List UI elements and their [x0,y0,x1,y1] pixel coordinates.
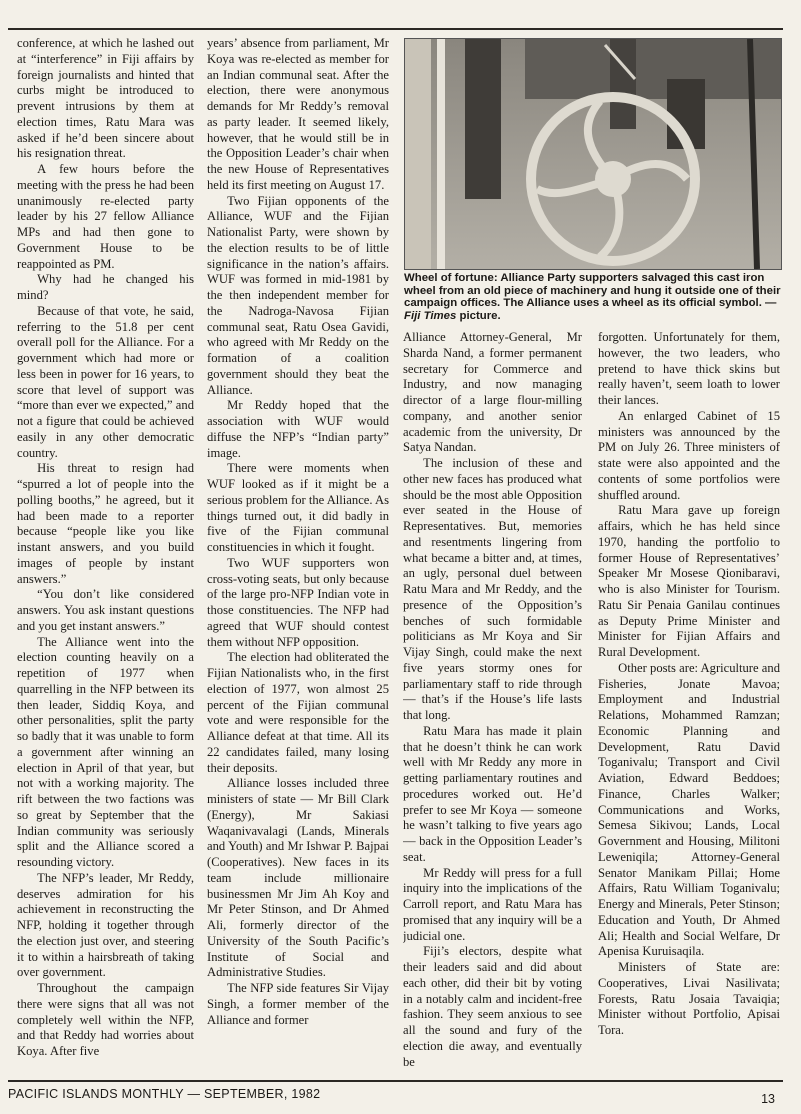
paragraph: The NFP’s leader, Mr Reddy, deserves admiration for his achievement in reconstructing the NFP, holding it together through the election just over, and steering it to within a hairsbreath of taking over government. [17,870,194,980]
paragraph: The inclusion of these and other new faces has produced what should be the most able Opposition ever seated in the House of Representatives. But, memories and resentments lingering from what became a bitter and, at times, an ugly, personal duel between Ratu Mara and Mr Reddy, and the presence of the Opposition’s benches of such formidable politicians as Mr Koya and Sir Vijay Singh, could make the next five years stormy ones for parliamentary staff to ride through — that’s if the House’s life lasts that long. [403,456,582,722]
wheel-photo-image [405,39,781,269]
paragraph: Fiji’s electors, despite what their leaders said and did about each other, did their bit by voting in a notably calm and incident-free fashion. They seem anxious to see all the sound and fury of the election die away, and eventually be [403,944,582,1069]
paragraph: Other posts are: Agriculture and Fisheries, Jonate Mavoa; Employment and Industrial Relations, Mohammed Ramzan; Economic Planning and Development, Ratu David Toganivalu; Transport and Civil Aviation, Edward Beddoes; Finance, Charles Walker; Communications and Works, Semesa Sikivou; Lands, Local Government and Housing, Militoni Leweniqila; Attorney-General Senator Manikam Pillai; Home Affairs, Ratu William Toganivalu; Energy and Minerals, Peter Stinson; Education and Youth, Dr Ahmed Ali; Health and Social Welfare, Dr Apenisa Kuruisaqila. [598,660,780,959]
paragraph: Mr Reddy will press for a full inquiry into the implications of the Carroll report, and Ratu Mara has promised that any inquiry will be a judicial one. [403,865,582,943]
caption-text: Wheel of fortune: Alliance Party supporters salvaged this cast iron wheel from an old piece of machinery and hung it outside one of their campaign offices. The Alliance uses a wheel as its official symbol. — [404,272,781,310]
paragraph: There were moments when WUF looked as if it might be a serious problem for the Alliance. As things turned out, it did badly in five of the Fijian communal constituencies in which it fought. [207,461,389,554]
paragraph: The NFP side features Sir Vijay Singh, a former member of the Alliance and former [207,981,389,1027]
caption-suffix: picture. [456,309,501,322]
paragraph: Ratu Mara has made it plain that he doesn’t think he can work well with Mr Reddy any more in getting parliamentary routines and procedures worked out. He’d prefer to see Mr Koya — someone he wasn’t talking to five years ago — back in the Opposition Leader’s seat. [403,723,582,864]
photo-caption [404,272,782,322]
paragraph: Throughout the campaign there were signs that all was not completely well within the NFP, and that Reddy had worries about Koya. After five [17,981,194,1058]
paragraph: “You don’t like considered answers. You ask instant questions and you get instant answers.” [17,587,194,633]
paragraph: Two Fijian opponents of the Alliance, WUF and the Fijian Nationalist Party, were shown by the election results to be of little significance in the nation’s affairs. WUF was formed in mid-1981 by the then independent member for the Nadroga-Navosa Fijian communal seat, Ratu Osea Gavidi, who agreed with Mr Reddy on the formation of a coalition government should they beat the Alliance. [207,193,389,397]
paragraph: A few hours before the meeting with the press he had been unanimously re-elected party leader by his 27 fellow Alliance MPs and had then gone to Government House to be reappointed as PM. [17,162,194,271]
wheel-photo [404,38,782,270]
paragraph: Ratu Mara gave up foreign affairs, which he has held since 1970, handing the portfolio to former House of Representatives’ Speaker Mr Mosese Qionibaravi, who is also Minister for Tourism. Ratu Sir Penaia Ganilau continues as Deputy Prime Minister and Minister for Fijian Affairs and Rural Development. [598,503,780,659]
article-column-2 [207,36,389,1076]
top-rule [8,28,783,30]
bottom-rule [8,1080,783,1082]
paragraph: Ministers of State are: Cooperatives, Livai Nasilivata; Forests, Ratu Josaia Tavaiqia; Minister without Portfolio, Apisai Tora. [598,960,780,1037]
paragraph: Because of that vote, he said, referring to the 51.8 per cent overall poll for the Alliance. For a government which had more or less been in power for 16 years, to score that level of support was “more than ever we expected,” and not a figure that could be achieved easily in any other democratic country. [17,303,194,460]
paragraph: The election had obliterated the Fijian Nationalists who, in the first election of 1977, won almost 25 percent of the Fijian communal vote and were responsible for the Alliance defeat at that time. All its 22 candidates failed, many losing their deposits. [207,650,389,775]
paragraph: The Alliance went into the election counting heavily on a repetition of 1977 when quarrelling in the NFP between its then leader, Siddiq Koya, and other personalities, split the party so badly that it was unable to form a government after winning an election in April of that year, but not with a working majority. The rift between the two factions was so great by September that the Indian community was seriously split and the Alliance scored a resounding victory. [17,634,194,869]
paragraph: conference, at which he lashed out at “interference” in Fiji affairs by foreign journalists and hinted that curbs might be introduced to prevent intrusions by them at election times, Ratu Mara was asked if he’d been sincere about his resignation threat. [17,36,194,161]
paragraph: Why had he changed his mind? [17,272,194,302]
paragraph: An enlarged Cabinet of 15 ministers was announced by the PM on July 26. Three ministers of state were also appointed and the contents of some portfolios were shuffled around. [598,408,780,502]
paragraph: years’ absence from parliament, Mr Koya was re-elected as member for an Indian communal seat. After the election, there were anonymous demands for Mr Reddy’s removal as party leader. It seemed likely, however, that he would still be in the Opposition Leader’s chair when the new House of Representatives held its first meeting on August 17. [207,36,389,192]
caption-source: Fiji Times [404,309,457,322]
article-column-3 [403,330,582,1076]
paragraph: Two WUF supporters won cross-voting seats, but only because of the large pro-NFP Indian vote in those constituencies. The NFP had agreed that WUF should contest them without NFP opposition. [207,555,389,649]
page-number: 13 [761,1092,775,1106]
paragraph: forgotten. Unfortunately for them, however, the two leaders, who pretend to have thick skins but really haven’t, seem loath to lower their lances. [598,330,780,407]
article-column-1 [17,36,194,1076]
paragraph: His threat to resign had “spurred a lot of people into the polling booths,” he agreed, but it had been made to a reporter because “people like you like instant answers, and you build images of people by instant answers.” [17,461,194,586]
paragraph: Alliance Attorney-General, Mr Sharda Nand, a former permanent secretary for Commerce and Industry, and now managing director of a large flour-milling company, and another senior academic from the university, Dr Satya Nandan. [403,330,582,455]
paragraph: Alliance losses included three ministers of state — Mr Bill Clark (Energy), Mr Sakiasi Waqanivavalagi (Lands, Minerals and Youth) and Mr Ishwar P. Bajpai (Cooperatives). New faces in its team include millionaire businessmen Mr Jim Ah Koy and Mr Peter Stinson, and Dr Ahmed Ali, formerly director of the University of the South Pacific’s Institute of Social and Administrative Studies. [207,776,389,980]
footer-masthead: PACIFIC ISLANDS MONTHLY — SEPTEMBER, 1982 [8,1087,321,1101]
paragraph: Mr Reddy hoped that the association with WUF would diffuse the NFP’s “Indian party” image. [207,398,389,460]
article-column-4 [598,330,780,1076]
